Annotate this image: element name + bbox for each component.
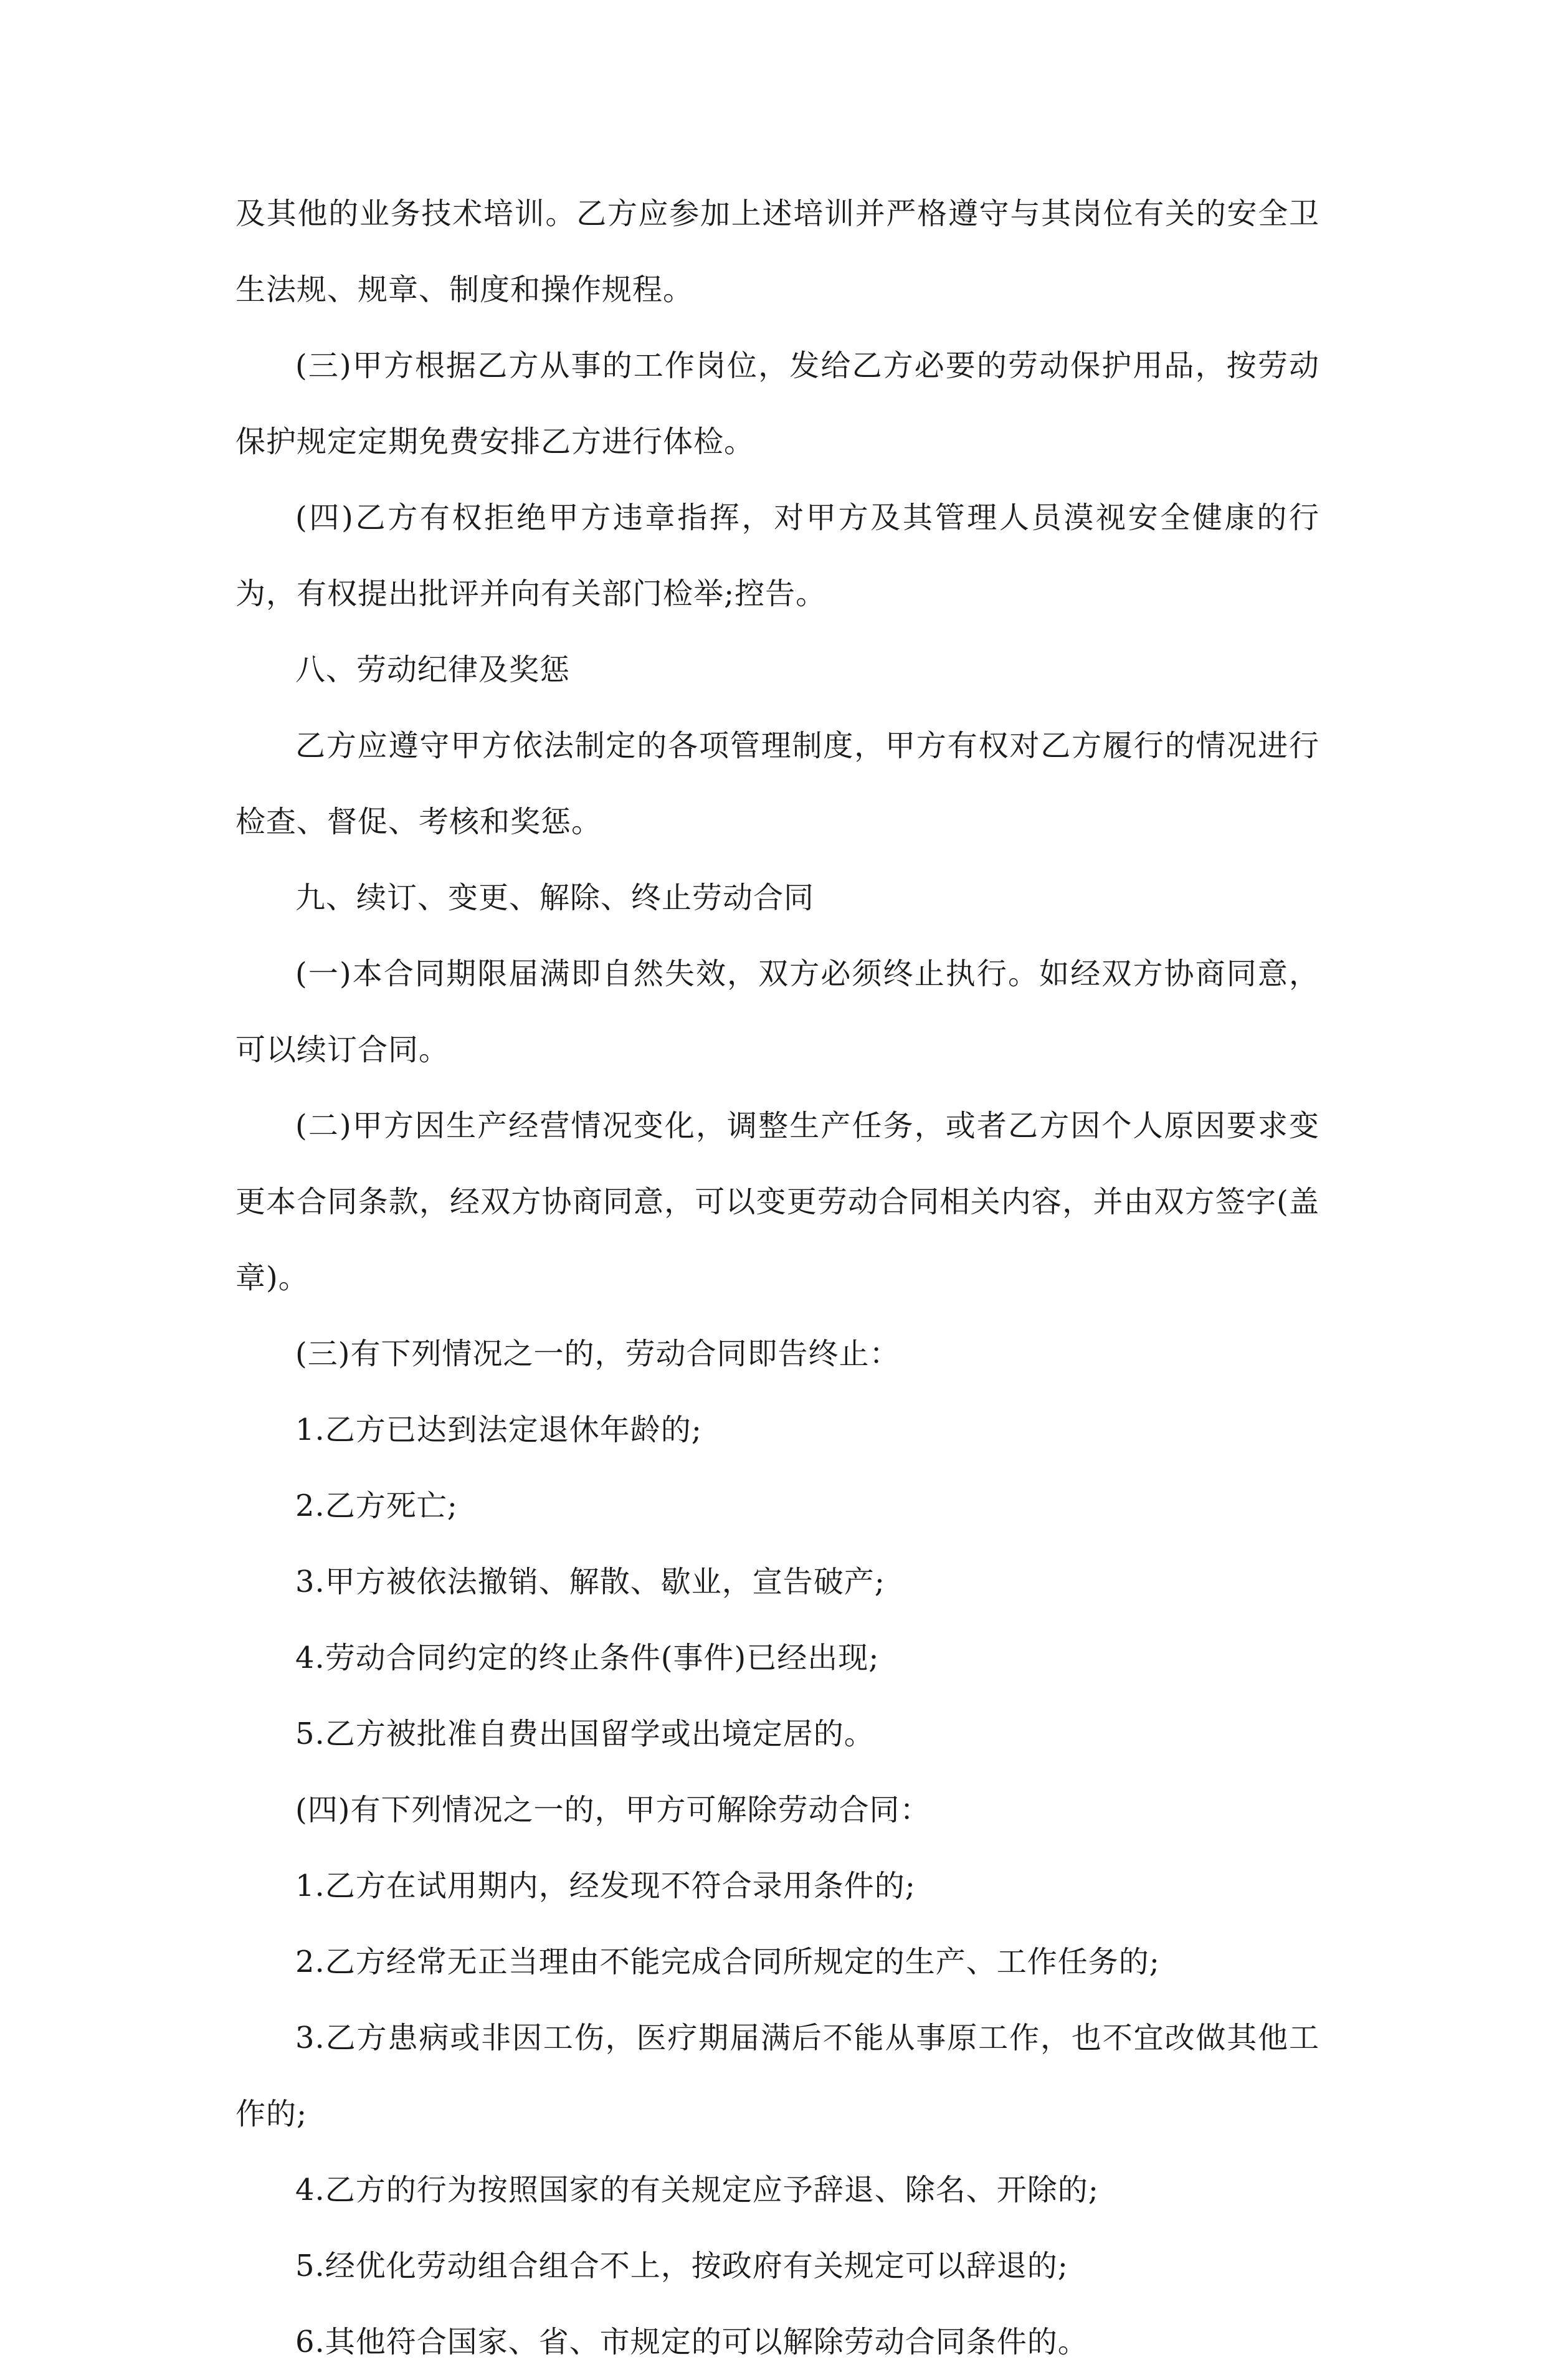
list-item-dismissal-5: 5.经优化劳动组合组合不上，按政府有关规定可以辞退的; — [295, 2249, 1068, 2283]
list-item-dismissal-1: 1.乙方在试用期内，经发现不符合录用条件的; — [295, 1868, 916, 1903]
paragraph-training-cont: 及其他的业务技术培训。乙方应参加上述培训并严格遵守与其岗位有关的安全卫生法规、规章、制度和操作规程。 — [235, 196, 1319, 307]
section-heading-contract-changes: 九、续订、变更、解除、终止劳动合同 — [295, 880, 815, 915]
paragraph-right-to-refuse: (四)乙方有权拒绝甲方违章指挥，对甲方及其管理人员漠视安全健康的行为，有权提出批评并向有关部门检举;控告。 — [235, 500, 1319, 611]
list-item-termination-2: 2.乙方死亡; — [295, 1488, 458, 1523]
list-item-dismissal-3: 3.乙方患病或非因工伤，医疗期届满后不能从事原工作，也不宜改做其他工作的; — [235, 2021, 1319, 2131]
section-heading-discipline: 八、劳动纪律及奖惩 — [295, 652, 571, 687]
paragraph-protective-equipment: (三)甲方根据乙方从事的工作岗位，发给乙方必要的劳动保护用品，按劳动保护规定定期免费安排乙方进行体检。 — [235, 348, 1319, 459]
paragraph-discipline-body: 乙方应遵守甲方依法制定的各项管理制度，甲方有权对乙方履行的情况进行检查、督促、考核和奖惩。 — [235, 728, 1319, 839]
document-body — [235, 176, 1319, 2380]
list-item-termination-4: 4.劳动合同约定的终止条件(事件)已经出现; — [295, 1640, 880, 1675]
paragraph-renewal: (一)本合同期限届满即自然失效，双方必须终止执行。如经双方协商同意，可以续订合同。 — [235, 956, 1319, 1067]
list-item-dismissal-2: 2.乙方经常无正当理由不能完成合同所规定的生产、工作任务的; — [295, 1944, 1160, 1979]
list-item-termination-1: 1.乙方已达到法定退休年龄的; — [295, 1412, 702, 1447]
paragraph-termination-intro: (三)有下列情况之一的，劳动合同即告终止： — [295, 1336, 900, 1371]
list-item-dismissal-4: 4.乙方的行为按照国家的有关规定应予辞退、除名、开除的; — [295, 2173, 1099, 2207]
paragraph-modification: (二)甲方因生产经营情况变化，调整生产任务，或者乙方因个人原因要求变更本合同条款，经双方协商同意，可以变更劳动合同相关内容，并由双方签字(盖章)。 — [235, 1108, 1319, 1295]
paragraph-dismissal-intro: (四)有下列情况之一的，甲方可解除劳动合同： — [295, 1792, 931, 1827]
list-item-termination-3: 3.甲方被依法撤销、解散、歇业，宣告破产; — [295, 1564, 885, 1599]
list-item-dismissal-6: 6.其他符合国家、省、市规定的可以解除劳动合同条件的。 — [295, 2325, 1088, 2359]
list-item-termination-5: 5.乙方被批准自费出国留学或出境定居的。 — [295, 1716, 875, 1751]
